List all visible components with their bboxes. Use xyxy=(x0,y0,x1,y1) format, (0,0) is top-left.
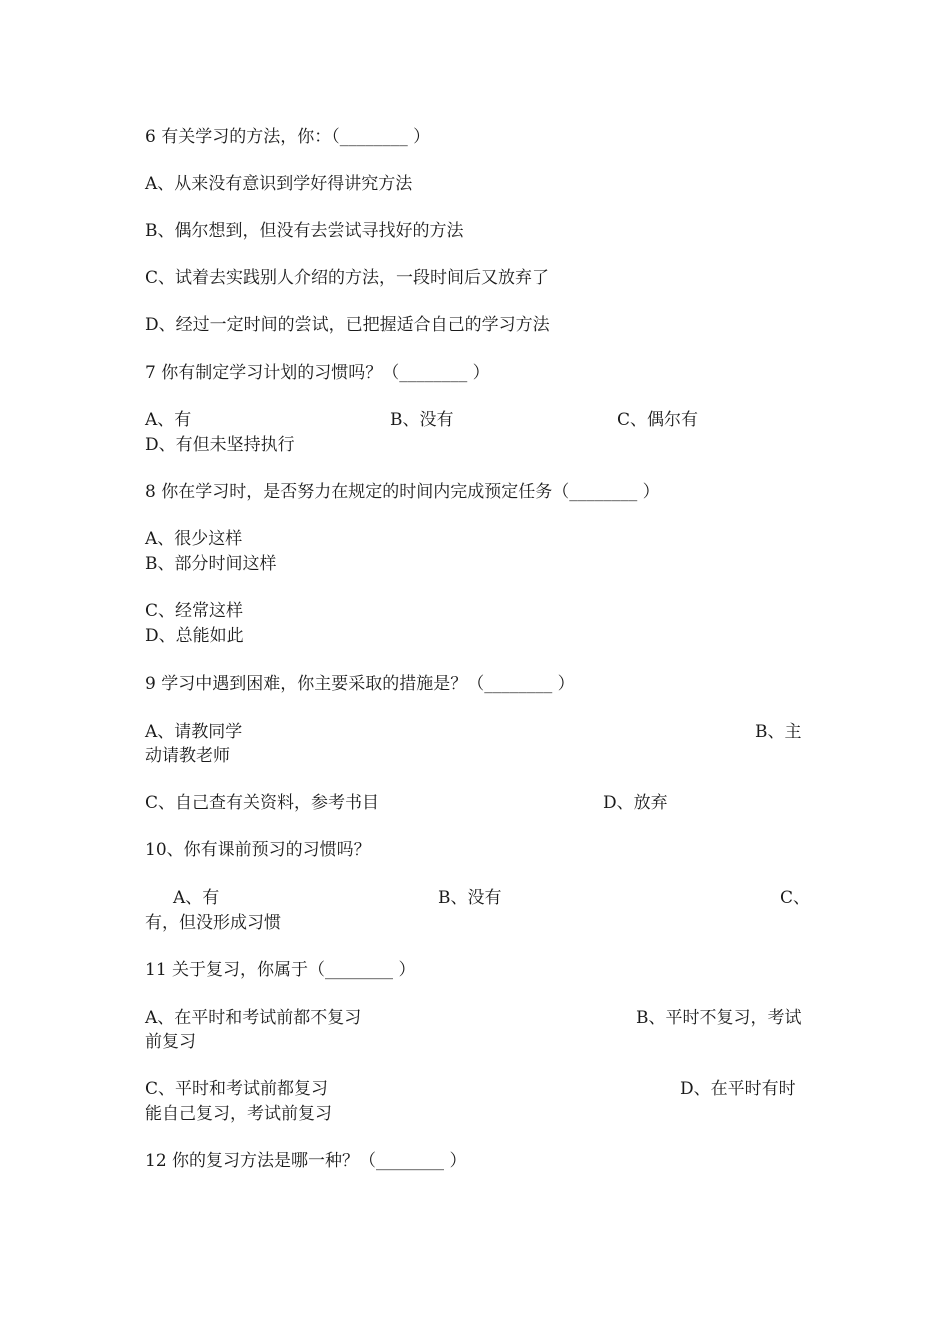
q10-option-a: A、有 xyxy=(173,888,220,908)
question-7: 7 你有制定学习计划的习惯吗？（________ ） xyxy=(145,363,490,383)
q11-option-c: C、平时和考试前都复习 xyxy=(145,1079,329,1099)
question-9: 9 学习中遇到困难，你主要采取的措施是？（________ ） xyxy=(145,674,575,694)
q9-option-c: C、自己查有关资料，参考书目 xyxy=(145,793,380,813)
q11-option-d-start: D、在平时有时 xyxy=(680,1079,796,1099)
question-8: 8 你在学习时，是否努力在规定的时间内完成预定任务（________ ） xyxy=(145,482,660,502)
q6-option-d: D、经过一定时间的尝试，已把握适合自己的学习方法 xyxy=(145,315,550,335)
q10-option-c-start: C、 xyxy=(780,888,811,908)
question-10: 10、你有课前预习的习惯吗？ xyxy=(145,840,371,860)
q7-option-b: B、没有 xyxy=(390,410,454,430)
q8-option-c: C、经常这样 xyxy=(145,601,244,621)
q6-option-c: C、试着去实践别人介绍的方法，一段时间后又放弃了 xyxy=(145,268,550,288)
q9-option-b-end: 动请教老师 xyxy=(145,746,230,766)
q7-option-a: A、有 xyxy=(145,410,192,430)
q10-option-c-end: 有，但没形成习惯 xyxy=(145,913,281,933)
q9-option-b-start: B、主 xyxy=(755,722,802,742)
question-12: 12 你的复习方法是哪一种？（________ ） xyxy=(145,1151,467,1171)
q8-option-b: B、部分时间这样 xyxy=(145,554,277,574)
q9-option-a: A、请教同学 xyxy=(145,722,243,742)
question-6: 6 有关学习的方法，你：（________ ） xyxy=(145,127,431,147)
q11-option-a: A、在平时和考试前都不复习 xyxy=(145,1008,362,1028)
q7-option-c: C、偶尔有 xyxy=(617,410,699,430)
q11-option-b-start: B、平时不复习，考试 xyxy=(636,1008,802,1028)
q6-option-a: A、从来没有意识到学好得讲究方法 xyxy=(145,174,413,194)
question-11: 11 关于复习，你属于（________ ） xyxy=(145,960,416,980)
q11-option-d-end: 能自己复习，考试前复习 xyxy=(145,1104,332,1124)
q11-option-b-end: 前复习 xyxy=(145,1032,196,1052)
q9-option-d: D、放弃 xyxy=(603,793,668,813)
q8-option-d: D、总能如此 xyxy=(145,626,244,646)
q10-option-b: B、没有 xyxy=(438,888,502,908)
q7-option-d: D、有但未坚持执行 xyxy=(145,435,295,455)
q8-option-a: A、很少这样 xyxy=(145,529,243,549)
q6-option-b: B、偶尔想到，但没有去尝试寻找好的方法 xyxy=(145,221,464,241)
